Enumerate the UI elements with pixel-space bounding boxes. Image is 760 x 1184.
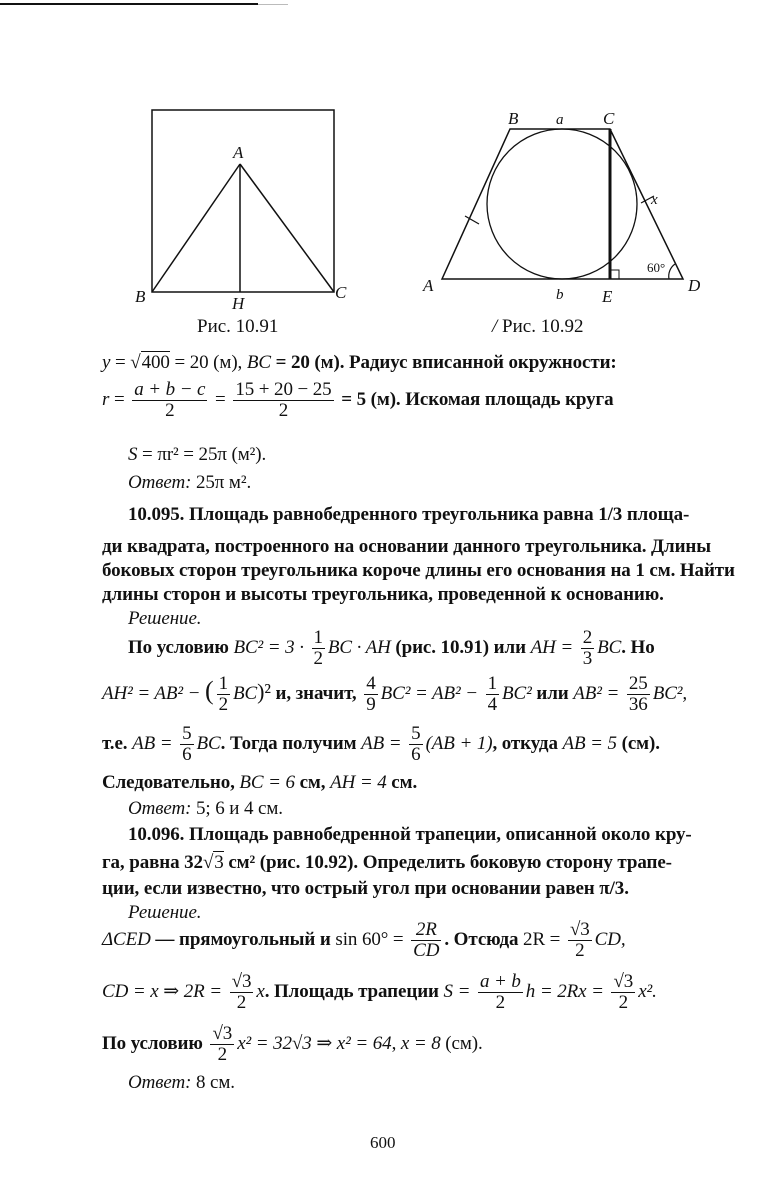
solution-line-5: ΔCED — прямоугольный и sin 60° = $\frac{2R}{CD}$ . Отсюда 2R = $\frac{√3}{2}$ CD,: [102, 919, 626, 961]
caption-10-91: Рис. 10.91: [197, 316, 279, 337]
caption-mark: /: [492, 316, 498, 337]
label-c: C: [603, 109, 615, 128]
solution-label-2: Решение.: [128, 902, 202, 923]
side-ac: [240, 164, 334, 292]
side-ab: [152, 164, 240, 292]
label-h: H: [232, 294, 245, 313]
text-line-3: S = πr² = 25π (м²).: [128, 444, 267, 465]
page-number: 600: [370, 1133, 396, 1152]
label-a-side: a: [556, 112, 564, 128]
problem-10-096-line-2: га, равна 32√3 см² (рис. 10.92). Определить боковую сторону трапе-: [102, 852, 672, 873]
angle-arc: [669, 264, 675, 279]
top-rule-faint: [258, 4, 288, 5]
problem-10-096-line-1: 10.096. Площадь равнобедренной трапеции, описанной около кру-: [128, 824, 692, 845]
label-angle: 60°: [647, 260, 666, 275]
problem-10-095-line-4: длины сторон и высоты треугольника, проведенной к основанию.: [102, 584, 664, 605]
problem-10-095-line-2: ди квадрата, построенного на основании данного треугольника. Длины: [102, 536, 711, 557]
solution-line-3: т.е. AB = $\frac{5}{6}$ BC. Тогда получим AB = $\frac{5}{6}$ (AB + 1), откуда AB = 5 (см).: [102, 723, 660, 765]
solution-line-2: AH² = AB² − ( $\frac{1}{2}$ BC)² и, значит, $\frac{4}{9}$ BC² = AB² − $\frac{1}{4}$ BC² или AB² = $\frac{25}{36}$ BC²,: [102, 673, 688, 715]
problem-10-095-line-1: 10.095. Площадь равнобедренного треугольника равна 1/3 площа-: [128, 504, 690, 525]
problem-10-095-line-3: боковых сторон треугольника короче длины его основания на 1 см. Найти: [102, 560, 735, 581]
label-c: C: [335, 283, 347, 302]
text-line-1: y = √400 = 20 (м), BC = 20 (м). Радиус вписанной окружности:: [102, 352, 617, 373]
label-b-side: b: [556, 287, 564, 303]
problem-10-096-line-3: ции, если известно, что острый угол при основании равен π/3.: [102, 878, 629, 899]
text-line-2: r = $\frac{a + b - c}{2}$ = $\frac{15 + 20 - 25}{2}$ = 5 (м). Искомая площадь круга: [102, 379, 614, 421]
inscribed-circle: [487, 129, 637, 279]
answer-1: Ответ: 25π м².: [128, 472, 252, 493]
top-rule: [0, 3, 258, 5]
figure-10-91: [130, 100, 360, 315]
figure-10-92: [418, 108, 718, 308]
label-e: E: [602, 287, 613, 306]
answer-3: Ответ: 8 см.: [128, 1072, 235, 1093]
label-b: B: [135, 287, 146, 306]
square-outline: [152, 110, 334, 292]
label-x: x: [651, 192, 658, 208]
solution-line-7: По условию $\frac{√3}{2}$ x² = 32√3 ⇒ x² = 64, x = 8 (см).: [102, 1023, 483, 1065]
caption-text: Рис. 10.92: [502, 316, 584, 337]
solution-line-4: Следовательно, BC = 6 см, AH = 4 см.: [102, 772, 418, 793]
trapezoid: [442, 129, 683, 279]
solution-label-1: Решение.: [128, 608, 202, 629]
solution-line-1: По условию BC² = 3 · $\frac{1}{2}$ BC · AH (рис. 10.91) или AH = $\frac{2}{3}$ BC. Но: [128, 627, 655, 669]
label-d: D: [688, 276, 701, 295]
label-b: B: [508, 109, 519, 128]
label-a: A: [423, 276, 434, 295]
answer-2: Ответ: 5; 6 и 4 см.: [128, 798, 283, 819]
caption-10-92: [492, 316, 583, 338]
solution-line-6: CD = x ⇒ 2R = $\frac{√3}{2}$ x. Площадь трапеции S = $\frac{a + b}{2}$ h = 2Rx = $\frac{√3}{2}$ x².: [102, 971, 657, 1013]
label-a: A: [233, 143, 244, 162]
